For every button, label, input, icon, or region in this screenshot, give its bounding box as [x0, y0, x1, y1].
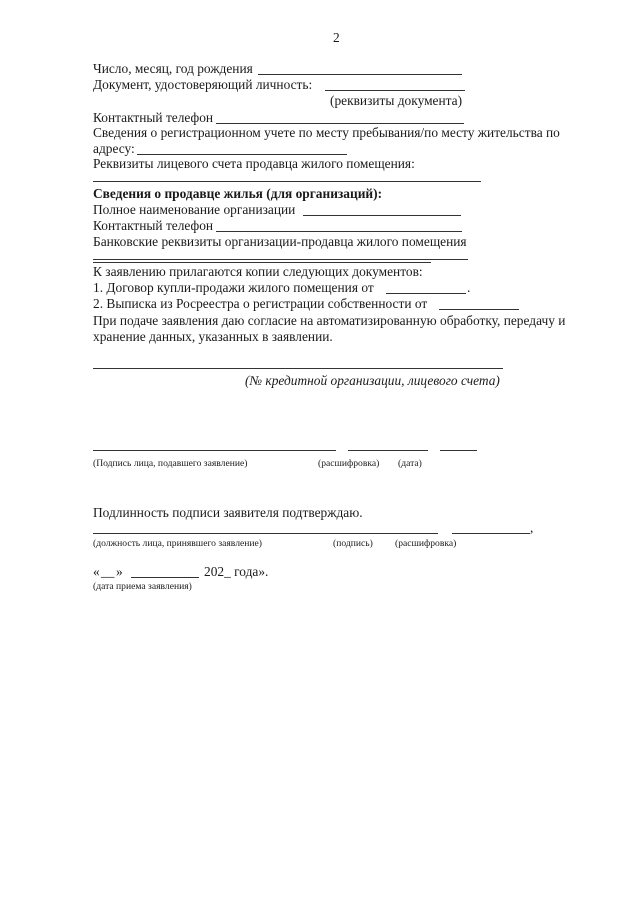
receipt-day-close: »: [116, 564, 123, 579]
org-seller-heading: Сведения о продавце жилья (для организаций):: [93, 186, 383, 201]
applicant-signature-line[interactable]: [93, 450, 336, 451]
id-document-hint: (реквизиты документа): [330, 93, 463, 108]
verifier-decoding-line[interactable]: [452, 533, 530, 534]
attachment-item-1: 1. Договор купли-продажи жилого помещения от: [93, 280, 374, 295]
registration-label-line2: адресу:: [93, 141, 135, 156]
receipt-month-field[interactable]: [131, 577, 199, 578]
page-number: 2: [333, 30, 340, 45]
id-document-label: Документ, удостоверяющий личность:: [93, 77, 313, 92]
attachment-item-2: 2. Выписка из Росреестра о регистрации собственности от: [93, 296, 428, 311]
attachments-intro: К заявлению прилагаются копии следующих документов:: [93, 264, 423, 279]
account-field[interactable]: [93, 181, 481, 182]
applicant-signature-caption: (Подпись лица, подавшего заявление): [93, 458, 248, 469]
receipt-year-text: 202_ года».: [204, 564, 269, 579]
receipt-day-open: «: [93, 564, 100, 579]
id-document-field[interactable]: [325, 90, 465, 91]
registration-label-line1: Сведения о регистрационном учете по месту пребывания/по месту жительства по: [93, 125, 560, 140]
verifier-decoding-caption: (расшифровка): [395, 538, 457, 549]
org-name-label: Полное наименование организации: [93, 202, 296, 217]
org-name-field[interactable]: [303, 215, 461, 216]
org-bank-label: Банковские реквизиты организации-продавца жилого помещения: [93, 234, 467, 249]
receipt-date-caption: (дата приема заявления): [93, 581, 192, 592]
contract-date-field[interactable]: [386, 293, 466, 294]
credit-account-field[interactable]: [93, 368, 503, 369]
verifier-position-caption: (должность лица, принявшего заявление): [93, 538, 262, 549]
receipt-day-field[interactable]: __: [101, 564, 115, 579]
applicant-decoding-caption: (расшифровка): [318, 458, 380, 469]
attachment-item-1-period: .: [467, 280, 471, 295]
birth-date-field[interactable]: [258, 74, 462, 75]
verification-text: Подлинность подписи заявителя подтверждаю.: [93, 505, 363, 520]
credit-account-caption: (№ кредитной организации, лицевого счета): [245, 373, 500, 388]
consent-line-1: При подаче заявления даю согласие на автоматизированную обработку, передачу и: [93, 313, 566, 328]
phone-field[interactable]: [216, 123, 464, 124]
divider-line: [93, 262, 431, 263]
account-label: Реквизиты лицевого счета продавца жилого помещения:: [93, 156, 415, 171]
org-phone-field[interactable]: [216, 231, 462, 232]
org-phone-label: Контактный телефон: [93, 218, 214, 233]
org-bank-field[interactable]: [93, 259, 468, 260]
phone-label: Контактный телефон: [93, 110, 214, 125]
verification-comma: ,: [530, 520, 534, 535]
verifier-position-line[interactable]: [93, 533, 438, 534]
registry-date-field[interactable]: [439, 309, 519, 310]
applicant-date-caption: (дата): [398, 458, 422, 469]
birth-date-label: Число, месяц, год рождения: [93, 61, 253, 76]
applicant-decoding-line[interactable]: [348, 450, 428, 451]
registration-address-field[interactable]: [137, 154, 347, 155]
applicant-date-line[interactable]: [440, 450, 477, 451]
consent-line-2: хранение данных, указанных в заявлении.: [93, 329, 333, 344]
verifier-signature-caption: (подпись): [333, 538, 373, 549]
